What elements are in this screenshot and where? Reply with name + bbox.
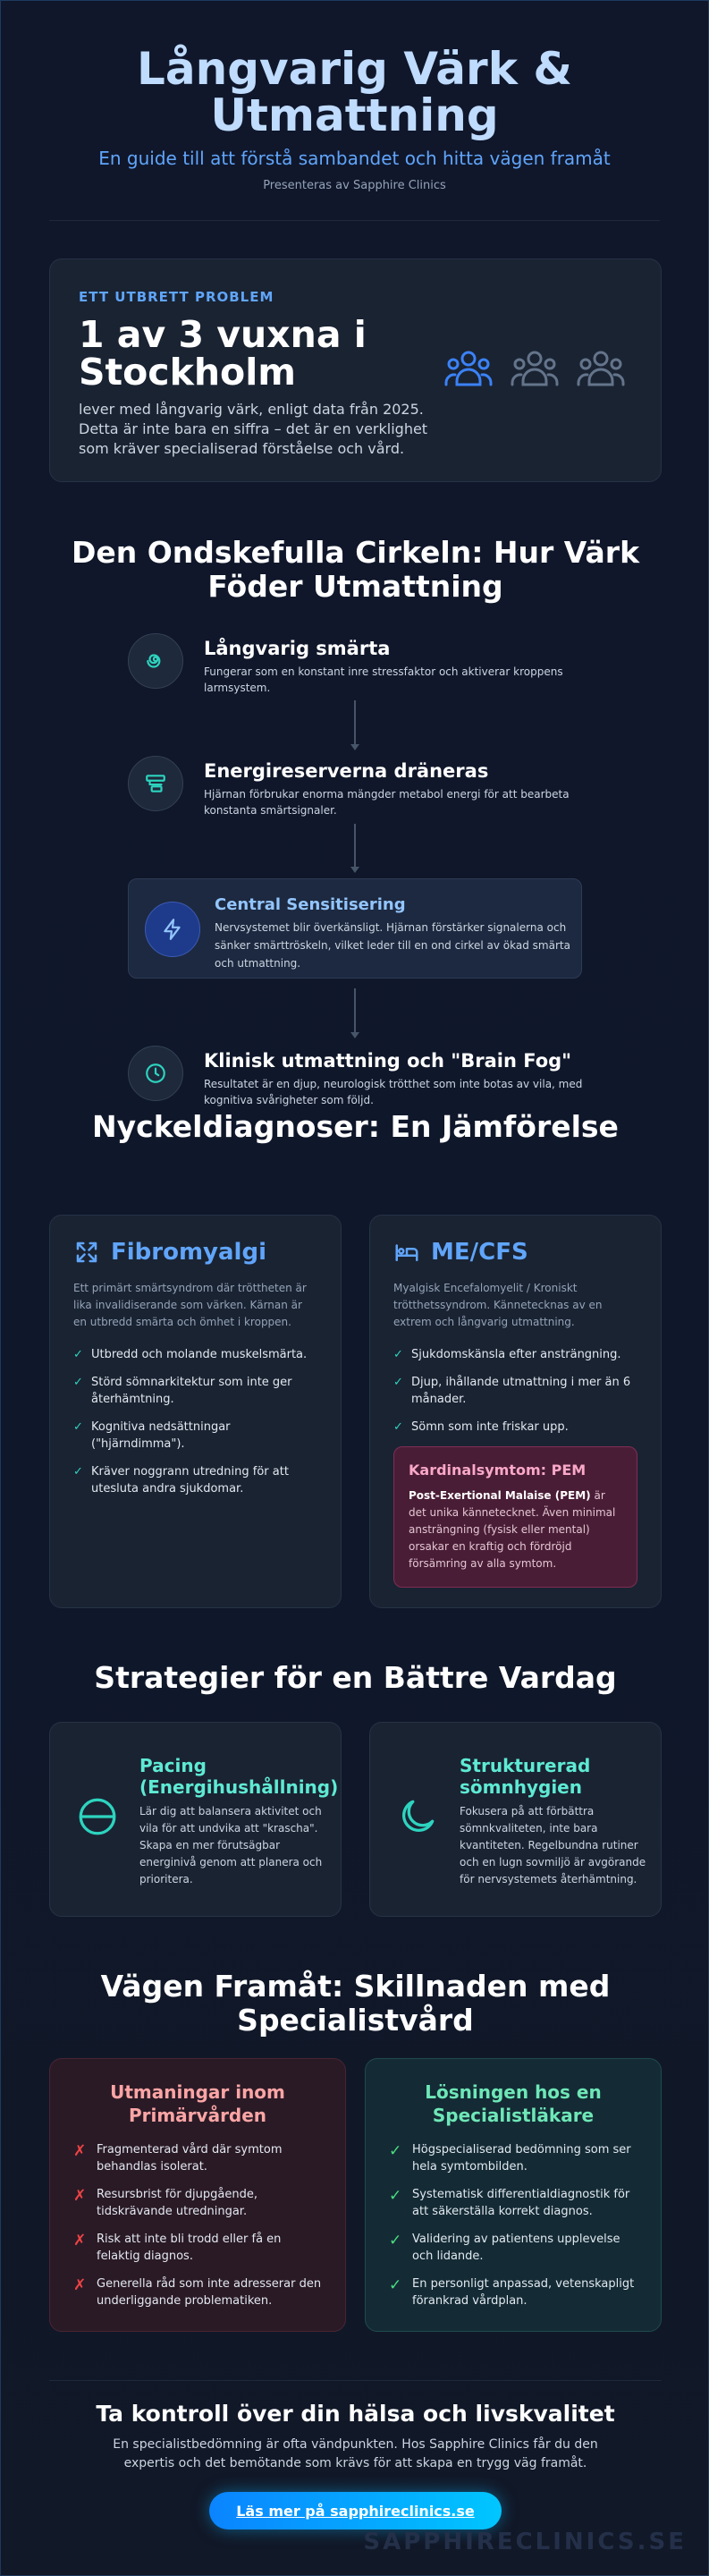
list-item: ✓ Högspecialiserad bedömning som ser hela symtombilden. — [389, 2142, 631, 2174]
person-group-icon-highlighted — [444, 349, 493, 390]
list-item: ✓ En personligt anpassad, vetenskapligt förankrad vårdplan. — [389, 2276, 635, 2308]
list-item: ✗ Generella råd som inte adresserar den underliggande problematiken. — [73, 2276, 322, 2308]
stat-eyebrow: ETT UTBRETT PROBLEM — [79, 289, 274, 305]
list-item: ✓ Validering av patientens upplevelse och lidande. — [389, 2232, 620, 2263]
strategy-desc: Lär dig att balansera aktivitet och vila för att undvika att "krascha". Skapa en mer förutsägbar energinivå genom att planera och prioritera. — [139, 1805, 323, 1885]
cycle-title: Den Ondskefulla Cirkeln: Hur Värk Föder Utmattning — [71, 535, 640, 604]
list-item: ✓ Kognitiva nedsättningar ("hjärndimma"). — [73, 1420, 231, 1451]
list-item: ✓ Sjukdomskänsla efter ansträngning. — [393, 1348, 621, 1361]
arrow-down-icon — [354, 988, 356, 1036]
presenter-text: Presenteras av Sapphire Clinics — [263, 179, 446, 192]
list-item: ✗ Fragmenterad vård där symtom behandlas isolerat. — [73, 2142, 283, 2174]
strategy-card-pacing — [49, 1722, 342, 1917]
diagnosis-name: ME/CFS — [431, 1239, 528, 1266]
footer-divider — [49, 2380, 662, 2381]
check-icon: ✓ — [73, 1420, 83, 1434]
check-icon: ✓ — [389, 2232, 402, 2250]
specialist-title: Lösningen hos en Specialistläkare — [425, 2081, 602, 2126]
list-item: ✗ Resursbrist för djupgående, tidskrävande utredningar. — [73, 2187, 257, 2218]
cycle-step-title: Långvarig smärta — [204, 638, 391, 659]
balance-icon — [75, 1794, 120, 1839]
stat-headline: 1 av 3 vuxna i Stockholm — [79, 313, 367, 394]
list-item: ✓ Störd sömnarkitektur som inte ger återhämtning. — [73, 1376, 292, 1406]
check-icon: ✓ — [389, 2142, 402, 2160]
people-icons — [444, 349, 625, 390]
cta-text: En specialistbedömning är ofta vändpunkten. Hos Sapphire Clinics får du den expertis och det bemötande som krävs för att skapa en trygg väg framåt. — [113, 2437, 598, 2470]
cycle-step-title: Central Sensitisering — [215, 895, 406, 914]
challenge-list — [73, 2141, 322, 2309]
pem-callout — [393, 1446, 637, 1588]
pem-text: Post-Exertional Malaise (PEM) är det unika kännetecknet. Även minimal ansträngning (fysisk eller mental) orsakar en kraftig och fördröjd försämring av alla symtom. — [409, 1489, 616, 1570]
read-more-button[interactable]: Läs mer på sapphireclinics.se — [209, 2492, 502, 2529]
symptom-list — [73, 1346, 317, 1497]
check-icon: ✓ — [393, 1420, 403, 1434]
comparison-title: Vägen Framåt: Skillnaden med Specialistvård — [100, 1969, 611, 2038]
primary-care-card — [49, 2058, 346, 2332]
check-icon: ✓ — [393, 1348, 403, 1361]
strategy-desc: Fokusera på att förbättra sömnkvaliteten, inte bara kvantiteten. Regelbundna rutiner och en lugn sovmiljö är avgörande för nervsystemets återhämtning. — [460, 1805, 646, 1885]
brand-watermark: SAPPHIRECLINICS.SE — [363, 2529, 687, 2555]
check-icon: ✓ — [389, 2276, 402, 2294]
moon-icon — [395, 1794, 440, 1839]
list-item: ✗ Risk att inte bli trodd eller få en felaktig diagnos. — [73, 2232, 282, 2263]
bed-icon — [393, 1239, 420, 1266]
diagnosis-summary: Myalgisk Encefalomyelit / Kroniskt trötthetssyndrom. Kännetecknas av en extrem och långvarig utmattning. — [393, 1282, 603, 1328]
list-item: ✓ Utbredd och molande muskelsmärta. — [73, 1348, 308, 1361]
mecfs-card — [369, 1215, 662, 1608]
cross-icon: ✗ — [73, 2187, 87, 2205]
cycle-step-desc: Hjärnan förbrukar enorma mängder metabol energi för att bearbeta konstanta smärtsignaler. — [204, 788, 570, 817]
list-item: ✓ Systematisk differentialdiagnostik för att säkerställa korrekt diagnos. — [389, 2187, 630, 2218]
strategy-title: Pacing (Energihushållning) — [139, 1755, 339, 1798]
lightning-icon — [145, 902, 200, 957]
diagnosis-summary: Ett primärt smärtsyndrom där tröttheten är lika invalidiserande som värken. Kärnan är en utbredd smärta och ömhet i kroppen. — [73, 1282, 307, 1328]
cycle-step-desc: Resultatet är en djup, neurologisk trötthet som inte botas av vila, med kognitiva svårigheter som följd. — [204, 1078, 583, 1106]
header — [1, 1, 708, 192]
check-icon: ✓ — [393, 1376, 403, 1389]
page-title: Långvarig Värk & Utmattning — [137, 43, 572, 141]
cross-icon: ✗ — [73, 2142, 87, 2160]
cta-title: Ta kontroll över din hälsa och livskvalitet — [96, 2401, 615, 2427]
cycle-step-title: Energireserverna dräneras — [204, 760, 489, 782]
clock-icon — [128, 1046, 183, 1101]
strategies-title: Strategier för en Bättre Vardag — [94, 1660, 617, 1695]
list-item: ✓ Kräver noggrann utredning för att utesluta andra sjukdomar. — [73, 1465, 289, 1496]
check-icon: ✓ — [389, 2187, 402, 2205]
check-icon: ✓ — [73, 1465, 83, 1479]
cycle-step-desc: Fungerar som en konstant inre stressfaktor och aktiverar kroppens larmsystem. — [204, 665, 563, 694]
cycle-step-desc: Nervsystemet blir överkänsligt. Hjärnan förstärker signalerna och sänker smärttröskeln, vilket leder till en ond cirkel av ökad smärta och utmattning. — [215, 921, 570, 970]
check-icon: ✓ — [73, 1376, 83, 1389]
spiral-icon — [128, 633, 183, 689]
cycle-step-title: Klinisk utmattning och "Brain Fog" — [204, 1050, 572, 1072]
fibromyalgia-card — [49, 1215, 342, 1608]
person-group-icon — [577, 349, 625, 390]
page-subtitle: En guide till att förstå sambandet och hitta vägen framåt — [98, 148, 611, 169]
arrow-down-icon — [354, 700, 356, 748]
specialist-card — [365, 2058, 662, 2332]
diagnosis-name: Fibromyalgi — [111, 1239, 266, 1266]
arrow-down-icon — [354, 824, 356, 870]
stat-description: lever med långvarig värk, enligt data från 2025. Detta är inte bara en siffra – det är en verklighet som kräver specialiserad förståelse och vård. — [79, 401, 428, 457]
cross-icon: ✗ — [73, 2276, 87, 2294]
layers-icon — [128, 756, 183, 811]
cycle-step-3 — [128, 878, 582, 979]
symptom-list — [393, 1346, 637, 1436]
list-item: ✓ Djup, ihållande utmattning i mer än 6 månader. — [393, 1376, 631, 1406]
primary-care-title: Utmaningar inom Primärvården — [110, 2081, 285, 2126]
diagnoses-title: Nyckeldiagnoser: En Jämförelse — [92, 1109, 619, 1144]
stat-card — [49, 258, 662, 482]
cross-icon: ✗ — [73, 2232, 87, 2250]
strategy-card-sleep — [369, 1722, 662, 1917]
strategy-title: Strukturerad sömnhygien — [460, 1755, 591, 1798]
solution-list — [389, 2141, 637, 2309]
check-icon: ✓ — [73, 1348, 83, 1361]
list-item: ✓ Sömn som inte friskar upp. — [393, 1420, 569, 1434]
expand-arrows-icon — [73, 1239, 100, 1266]
pem-title: Kardinalsymtom: PEM — [409, 1462, 587, 1479]
header-divider — [49, 220, 660, 221]
person-group-icon — [511, 349, 559, 390]
